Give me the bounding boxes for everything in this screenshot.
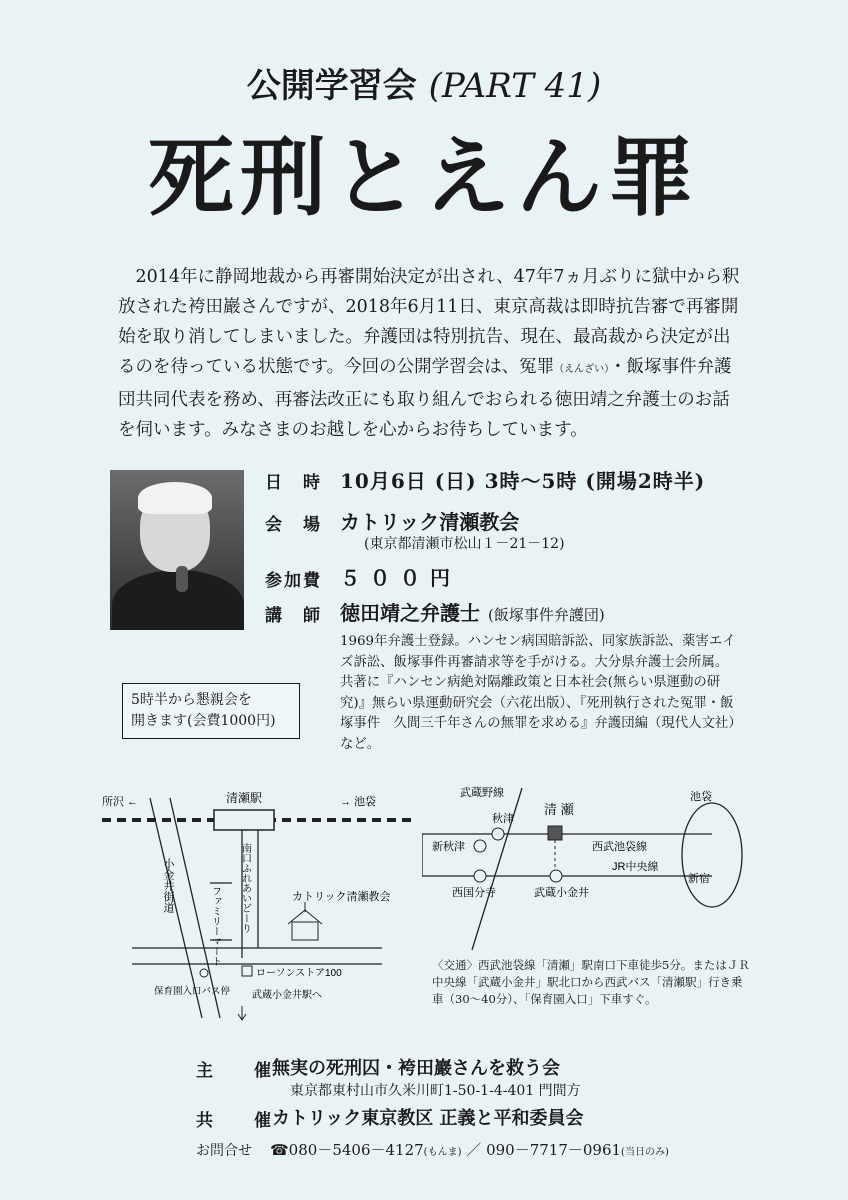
subtitle-part: (PART 41) xyxy=(428,66,602,106)
contact-separator: ／ xyxy=(466,1141,482,1159)
speaker xyxy=(340,597,605,626)
party-note-line-2: 開きます(会費1000円) xyxy=(131,713,276,729)
route-map xyxy=(422,780,752,960)
map-shinjuku: 新宿 xyxy=(688,873,710,885)
contact-info xyxy=(270,1139,669,1160)
contact-phone-2[interactable]: 090－7717－0961 xyxy=(486,1141,622,1159)
cohost-value: カトリック東京教区 正義と平和委員会 xyxy=(272,1108,584,1129)
map-road-minamiguchi: 南口ふれあいどーり xyxy=(239,843,251,933)
speaker-photo xyxy=(110,470,244,630)
host-label: 主 催 xyxy=(196,1061,283,1081)
local-map xyxy=(92,788,422,1028)
page-title: 死刑とえん罪 xyxy=(148,127,700,228)
host-address: 東京都東村山市久米川町1-50-1-4-401 門間方 xyxy=(290,1083,581,1099)
speaker-affiliation: (飯塚事件弁護団) xyxy=(488,606,605,624)
contact-note: (当日のみ) xyxy=(621,1147,669,1158)
map-lawson: ローソンストア100 xyxy=(256,968,342,979)
map-jr-line: JR中央線 xyxy=(612,861,659,873)
party-note-line-1: 5時半から懇親会を xyxy=(131,692,252,708)
cohost-label: 共 催 xyxy=(196,1111,283,1131)
access-info: 〈交通〉西武池袋線「清瀬」駅南口下車徒歩5分。またはＪＲ中央線「武蔵小金井」駅北口から西武バス「清瀬駅」行き乗車（30～40分）、「保育園入口」下車すぐ。 xyxy=(432,958,750,1006)
map-family-mart: ファミリーマート xyxy=(209,886,221,966)
contact-phone-1[interactable]: ☎080－5406－4127 xyxy=(270,1141,424,1159)
map-nishikokubunji: 西国分寺 xyxy=(452,887,496,899)
map-station-label: 清瀬駅 xyxy=(225,791,263,805)
subtitle-main: 公開学習会 xyxy=(246,66,417,106)
contact-label: お問合せ xyxy=(196,1143,252,1159)
arrow-down-icon xyxy=(238,1006,246,1020)
fee-value: ５００円 xyxy=(340,566,460,590)
date-label: 日 時 xyxy=(265,473,322,493)
venue-address: (東京都清瀬市松山１－21－12) xyxy=(364,536,565,552)
map-musashikoganei: 武蔵小金井 xyxy=(534,887,589,899)
host-value: 無実の死刑囚・袴田巖さんを救う会 xyxy=(272,1058,560,1079)
map-seibu-line: 西武池袋線 xyxy=(592,841,647,853)
map-to-musashi: 武蔵小金井駅へ xyxy=(252,990,322,1001)
map-musashino-line: 武蔵野線 xyxy=(460,787,504,799)
map-bus-stop: 保育園入口バス停 xyxy=(154,986,231,997)
subtitle xyxy=(0,58,848,107)
intro-paragraph xyxy=(118,262,743,445)
speaker-bio: 1969年弁護士登録。ハンセン病国賠訴訟、同家族訴訟、薬害エイズ訴訟、飯塚事件再審請求等を手がける。大分県弁護士会所属。共著に『ハンセン病絶対隔離政策と日本社会(無らい県運動の研究)』無らい県運動研究会（六花出版）、『死刑執行された冤罪・飯塚事件 久間三千年さんの無罪を求める』弁護団編（現代人文社）など。 xyxy=(340,634,736,752)
map-ikebukuro-r: 池袋 xyxy=(690,791,712,803)
map-kiyose: 清 瀬 xyxy=(544,802,574,817)
church-icon xyxy=(288,902,322,940)
map-church-label: カトリック清瀬教会 xyxy=(292,891,391,903)
map-road-koganei: 小金井街道 xyxy=(162,858,174,913)
intro-ruby: （えんざい） xyxy=(554,364,610,375)
map-tokorozawa-label: 所沢 ← xyxy=(102,796,139,808)
bus-stop-icon xyxy=(200,969,208,977)
venue-label: 会 場 xyxy=(265,515,322,535)
date-value: 10月6日 (日) 3時～5時 (開場2時半) xyxy=(340,469,706,493)
intro-text-1: 2014年に静岡地裁から再審開始決定が出され、47年7ヵ月ぶりに獄中から釈放された袴田巖さんですが、2018年6月11日、東京高裁は即時抗告審で再審開始を取り消してしまいました。弁護団は特別抗告、現在、最高裁から決定が出るのを待っている状態です。今回の公開学習会は、冤罪 xyxy=(118,267,740,377)
map-shinakitsu: 新秋津 xyxy=(432,841,465,853)
map-ikebukuro-label: → 池袋 xyxy=(340,796,377,808)
intro-text-2: ・飯塚事件弁護団共同代表を務め、再審法改正にも取り組んでおられる徳田靖之弁護士のお話を伺います。みなさまのお越しを心からお待ちしています。 xyxy=(118,357,732,440)
microphone-icon xyxy=(176,566,188,592)
party-note xyxy=(122,683,300,739)
speaker-name: 徳田靖之弁護士 xyxy=(340,601,480,625)
map-akitsu: 秋津 xyxy=(492,813,514,825)
speaker-label: 講 師 xyxy=(265,606,322,626)
venue-value: カトリック清瀬教会 xyxy=(340,510,520,534)
fee-label: 参加費 xyxy=(265,571,322,591)
contact-name: (もんま) xyxy=(423,1147,462,1158)
